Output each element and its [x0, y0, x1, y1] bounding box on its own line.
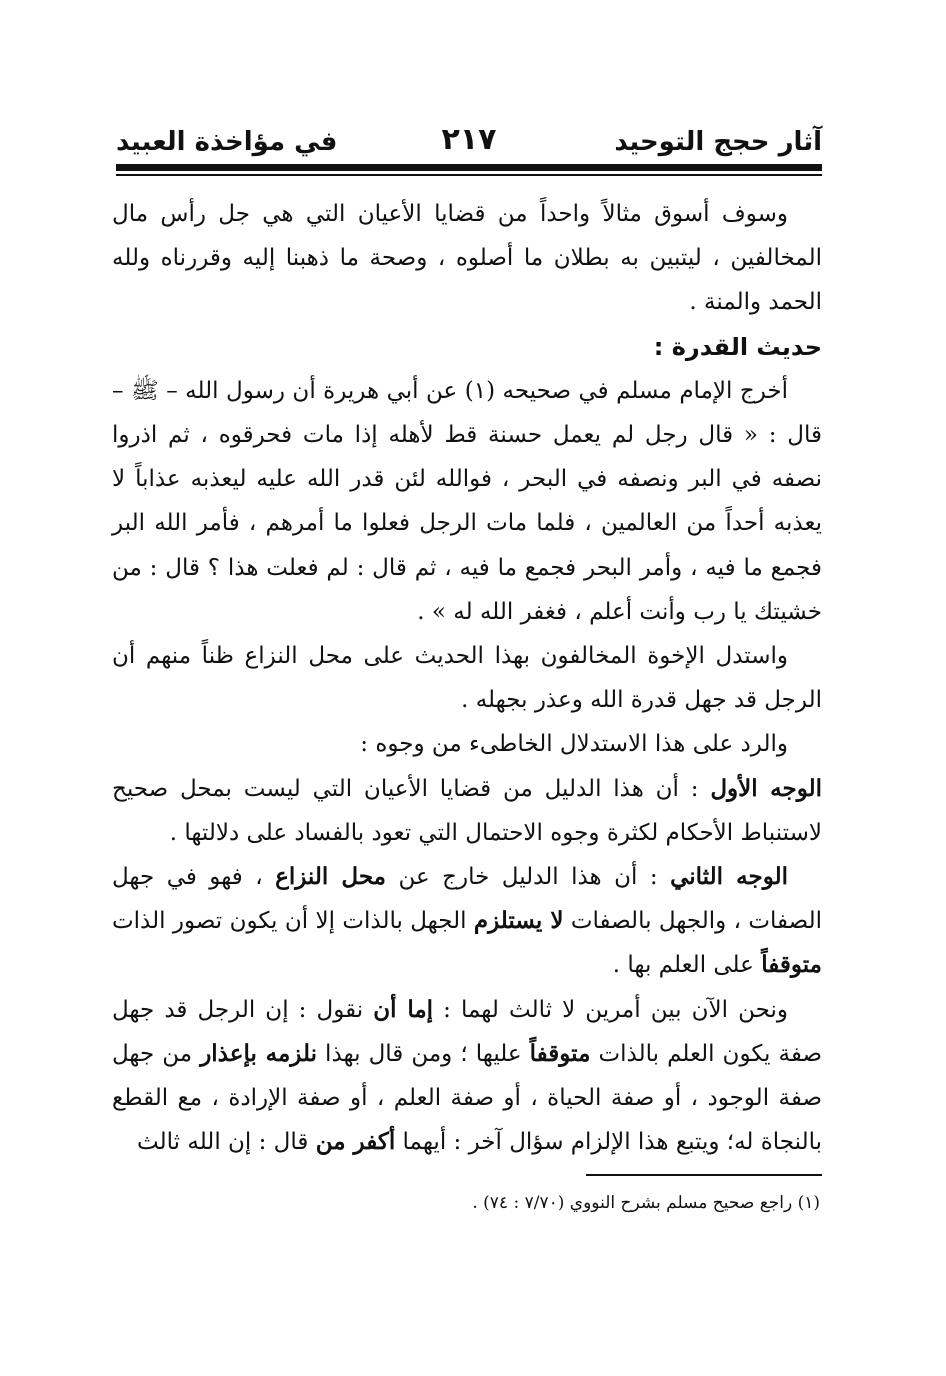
book-title: آثار حجج التوحيد [614, 127, 822, 157]
hadith-paragraph: أخرج الإمام مسلم في صحيحه (١) عن أبي هريرة أن رسول الله – ﷺ – قال : « قال رجل لم يعمل حسنة قط لأهله إذا مات فحرقوه ، ثم اذروا نصفه في البر ونصفه في البحر ، فوالله لئن قدر الله عليه ليعذبه عذاباً لا يعذبه أحداً من العالمين ، فلما مات الرجل فعلوا ما أمرهم ، فأمر الله البر فجمع ما فيه ، وأمر البحر فجمع ما فيه ، ثم قال : لم فعلت هذا ؟ قال : من خشيتك يا رب وأنت أعلم ، فغفر الله له » . [112, 377, 822, 625]
dilemma-text-e: عليها ؛ ومن قال بهذا [317, 1040, 530, 1067]
first-point [112, 767, 822, 855]
header-rule-thin [116, 174, 822, 176]
first-point-text: : أن هذا الدليل من قضايا الأعيان التي ليست بمحل صحيح لاستنباط الأحكام لكثرة وجوه الاحتمال التي تعود بالفساد على دلالتها . [112, 775, 822, 846]
second-point-emph-3: متوقفاً [761, 951, 822, 979]
second-point-emph-1: محل النزاع [275, 863, 387, 891]
dilemma-emph-1: إما أن [373, 995, 434, 1023]
second-point-text-a: : أن هذا الدليل خارج عن [386, 864, 671, 891]
argument-paragraph: واستدل الإخوة المخالفون بهذا الحديث على محل النزاع ظناً منهم أن الرجل قد جهل قدرة الله وعذر بجهله . [112, 643, 822, 714]
page-number: ٢١٧ [441, 122, 497, 157]
dilemma-paragraph [112, 988, 822, 1165]
second-point-text-e: الجهل بالذات إلا أن يكون تصور الذات [112, 908, 474, 935]
header-rule-thick [116, 164, 822, 171]
dilemma-text-i: قال : إن الله ثالث [137, 1129, 316, 1156]
section-heading: حديث القدرة : [653, 332, 822, 361]
dilemma-emph-3: نلزمه بإعذار [200, 1039, 317, 1067]
intro-paragraph: وسوف أسوق مثالاً واحداً من قضايا الأعيان التي هي جل رأس مال المخالفين ، ليتبين به بطلان ما أصلوه ، وصحة ما ذهبنا إليه وقررناه ولله الحمد والمنة . [112, 201, 822, 316]
running-header [116, 122, 822, 164]
dilemma-text-g: من جهل صفة الوجود ، أو صفة الحياة ، أو صفة العلم ، أو صفة الإرادة ، مع القطع بالنجاة له؛ ويتبع هذا الإلزام سؤال آخر : أيهما [112, 1040, 822, 1156]
dilemma-emph-4: أكفر من [315, 1128, 396, 1156]
dilemma-emph-2: متوقفاً [529, 1039, 591, 1067]
second-point-emph-2: لا يستلزم [473, 907, 564, 935]
first-point-label: الوجه الأول [710, 774, 822, 802]
dilemma-text-a: ونحن الآن بين أمرين لا ثالث لهما : [433, 996, 788, 1023]
second-point-text-g: على العلم بها . [612, 952, 762, 979]
footnote: (١) راجع صحيح مسلم بشرح النووي (٧/٧٠ : ٧٤) . [472, 1193, 820, 1213]
dilemma-text-c: نقول : إن الرجل قد جهل صفة يكون العلم بالذات [112, 996, 822, 1067]
chapter-title: في مؤاخذة العبيد [116, 127, 338, 157]
second-point [112, 855, 822, 988]
second-point-label: الوجه الثاني [670, 863, 788, 891]
footnote-rule [586, 1174, 822, 1176]
main-text [112, 192, 822, 1164]
second-point-text-c: ، فهو في جهل الصفات ، والجهل بالصفات [112, 864, 822, 935]
response-intro: والرد على هذا الاستدلال الخاطىء من وجوه : [360, 731, 788, 758]
